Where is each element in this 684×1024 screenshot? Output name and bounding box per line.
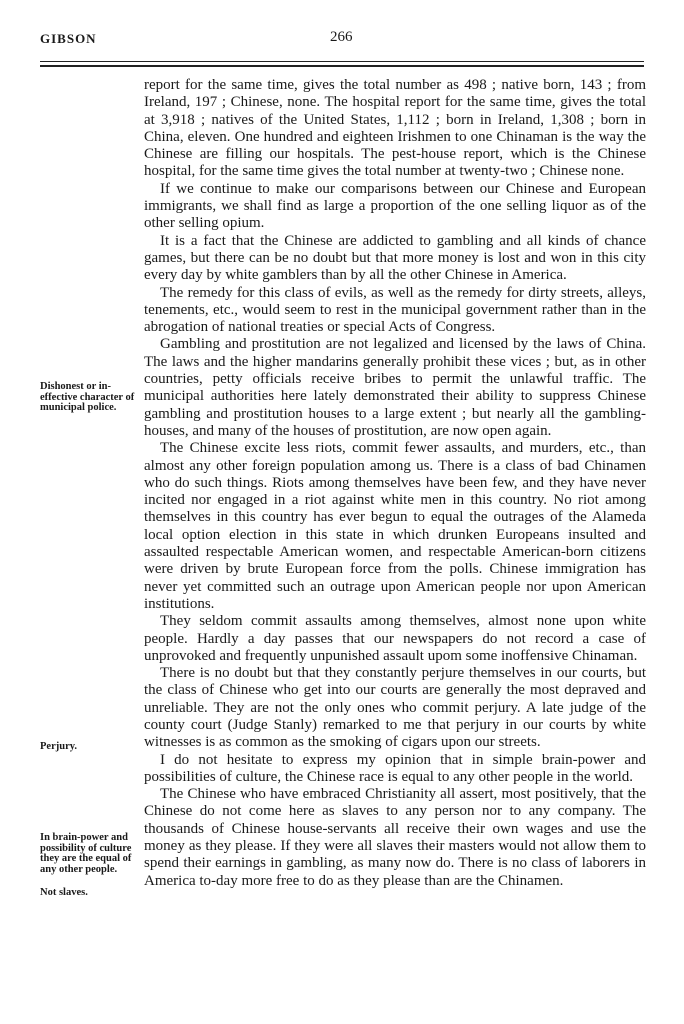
paragraph: There is no doubt but that they constantly perjure themselves in our courts, but the class of Chinese who get into our courts are generally the most depraved and unreliable. They are not the only ones who commit perjury. A late judge of the county court (Judge Stanly) remarked to me that perjury in our courts by white witnesses is as common as the smoking of cigars upon our streets. <box>144 665 646 751</box>
header-rule-thick <box>40 65 644 67</box>
page-header <box>40 31 644 53</box>
paragraph: The Chinese who have embraced Christianity all assert, most positively, that the Chinese do not come here as slaves to any person nor to any company. The thousands of Chinese house-servants all receive their own wages and use the money as they please. If they were all slaves their masters would not allow them to spend their earnings in gambling, as many now do. There is no class of laborers in America to-day more free to do as they please than are the Chinamen. <box>144 786 646 889</box>
paragraph: I do not hesitate to express my opinion that in simple brain-power and possibilities of culture, the Chinese race is equal to any other people in the world. <box>144 751 646 785</box>
paragraph: The Chinese excite less riots, commit fewer assaults, and murders, etc., than almost any other foreign population among us. There is a class of bad Chinamen who do such things. Riots among themselves have been few, and they have never incited nor engaged in a riot against white men in this country. No riot among themselves in this country has ever begun to equal the outrages of the Alameda local option election in this state in which drunken Europeans insulted and assaulted respectable American women, and respectable American-born citizens were driven by brute European force from the polls. Chinese immigration has never yet committed such an outrage upon American people nor upon American institutions. <box>144 440 646 612</box>
paragraph: It is a fact that the Chinese are addicted to gambling and all kinds of chance games, but there can be no doubt but that more money is lost and won in this city every day by white gamblers than by all the other Chinese in America. <box>144 232 646 284</box>
page-number: 266 <box>330 29 353 45</box>
paragraph: Gambling and prostitution are not legalized and licensed by the laws of China. The laws and the higher mandarins generally prohibit these vices ; but, as in other countries, petty officials receive bribes to permit the unlawful traffic. The municipal authorities here lately demonstrated their ability to suppress Chinese gambling and prostitution houses to a large extent ; but nearly all the gambling-houses, and many of the houses of prostitution, are now open again. <box>144 336 646 439</box>
paragraph: The remedy for this class of evils, as well as the remedy for dirty streets, alleys, tenements, etc., would seem to rest in the municipal government rather than in the abrogation of national treaties or special Acts of Congress. <box>144 284 646 336</box>
paragraph: They seldom commit assaults among themselves, almost none upon white people. Hardly a day passes that our newspapers do not record a case of unprovoked and frequently unpunished assault upom some inoffensive Chinaman. <box>144 613 646 664</box>
margin-note-not-slaves: Not slaves. <box>40 887 88 898</box>
paragraph: If we continue to make our comparisons between our Chinese and European immigrants, we shall find as large a proportion of the one selling liquor as of the other selling opium. <box>144 180 646 232</box>
margin-note-perjury: Perjury. <box>40 741 78 752</box>
margin-note-police: Dishonest or in-effective character of municipal police. <box>40 381 135 413</box>
header-rule-thin <box>40 61 644 62</box>
running-head: GIBSON <box>40 31 97 46</box>
paragraph: report for the same time, gives the total number as 498 ; native born, 143 ; from Ireland, 197 ; Chinese, none. The hospital report for the same time, gives the total at 3,918 ; natives of the United States, 1,112 ; born in Ireland, 1,308 ; born in China, eleven. One hundred and eighteen Irishmen to one Chinaman is the way the Chinese are filling our hospitals. The pest-house report, which is the Chinese hospital, for the same time gives the total number at twenty-two ; Chinese none. <box>144 77 646 180</box>
margin-note-brain-power: In brain-power and possibility of culture they are the equal of any other people. <box>40 832 132 875</box>
body-text <box>144 77 646 890</box>
